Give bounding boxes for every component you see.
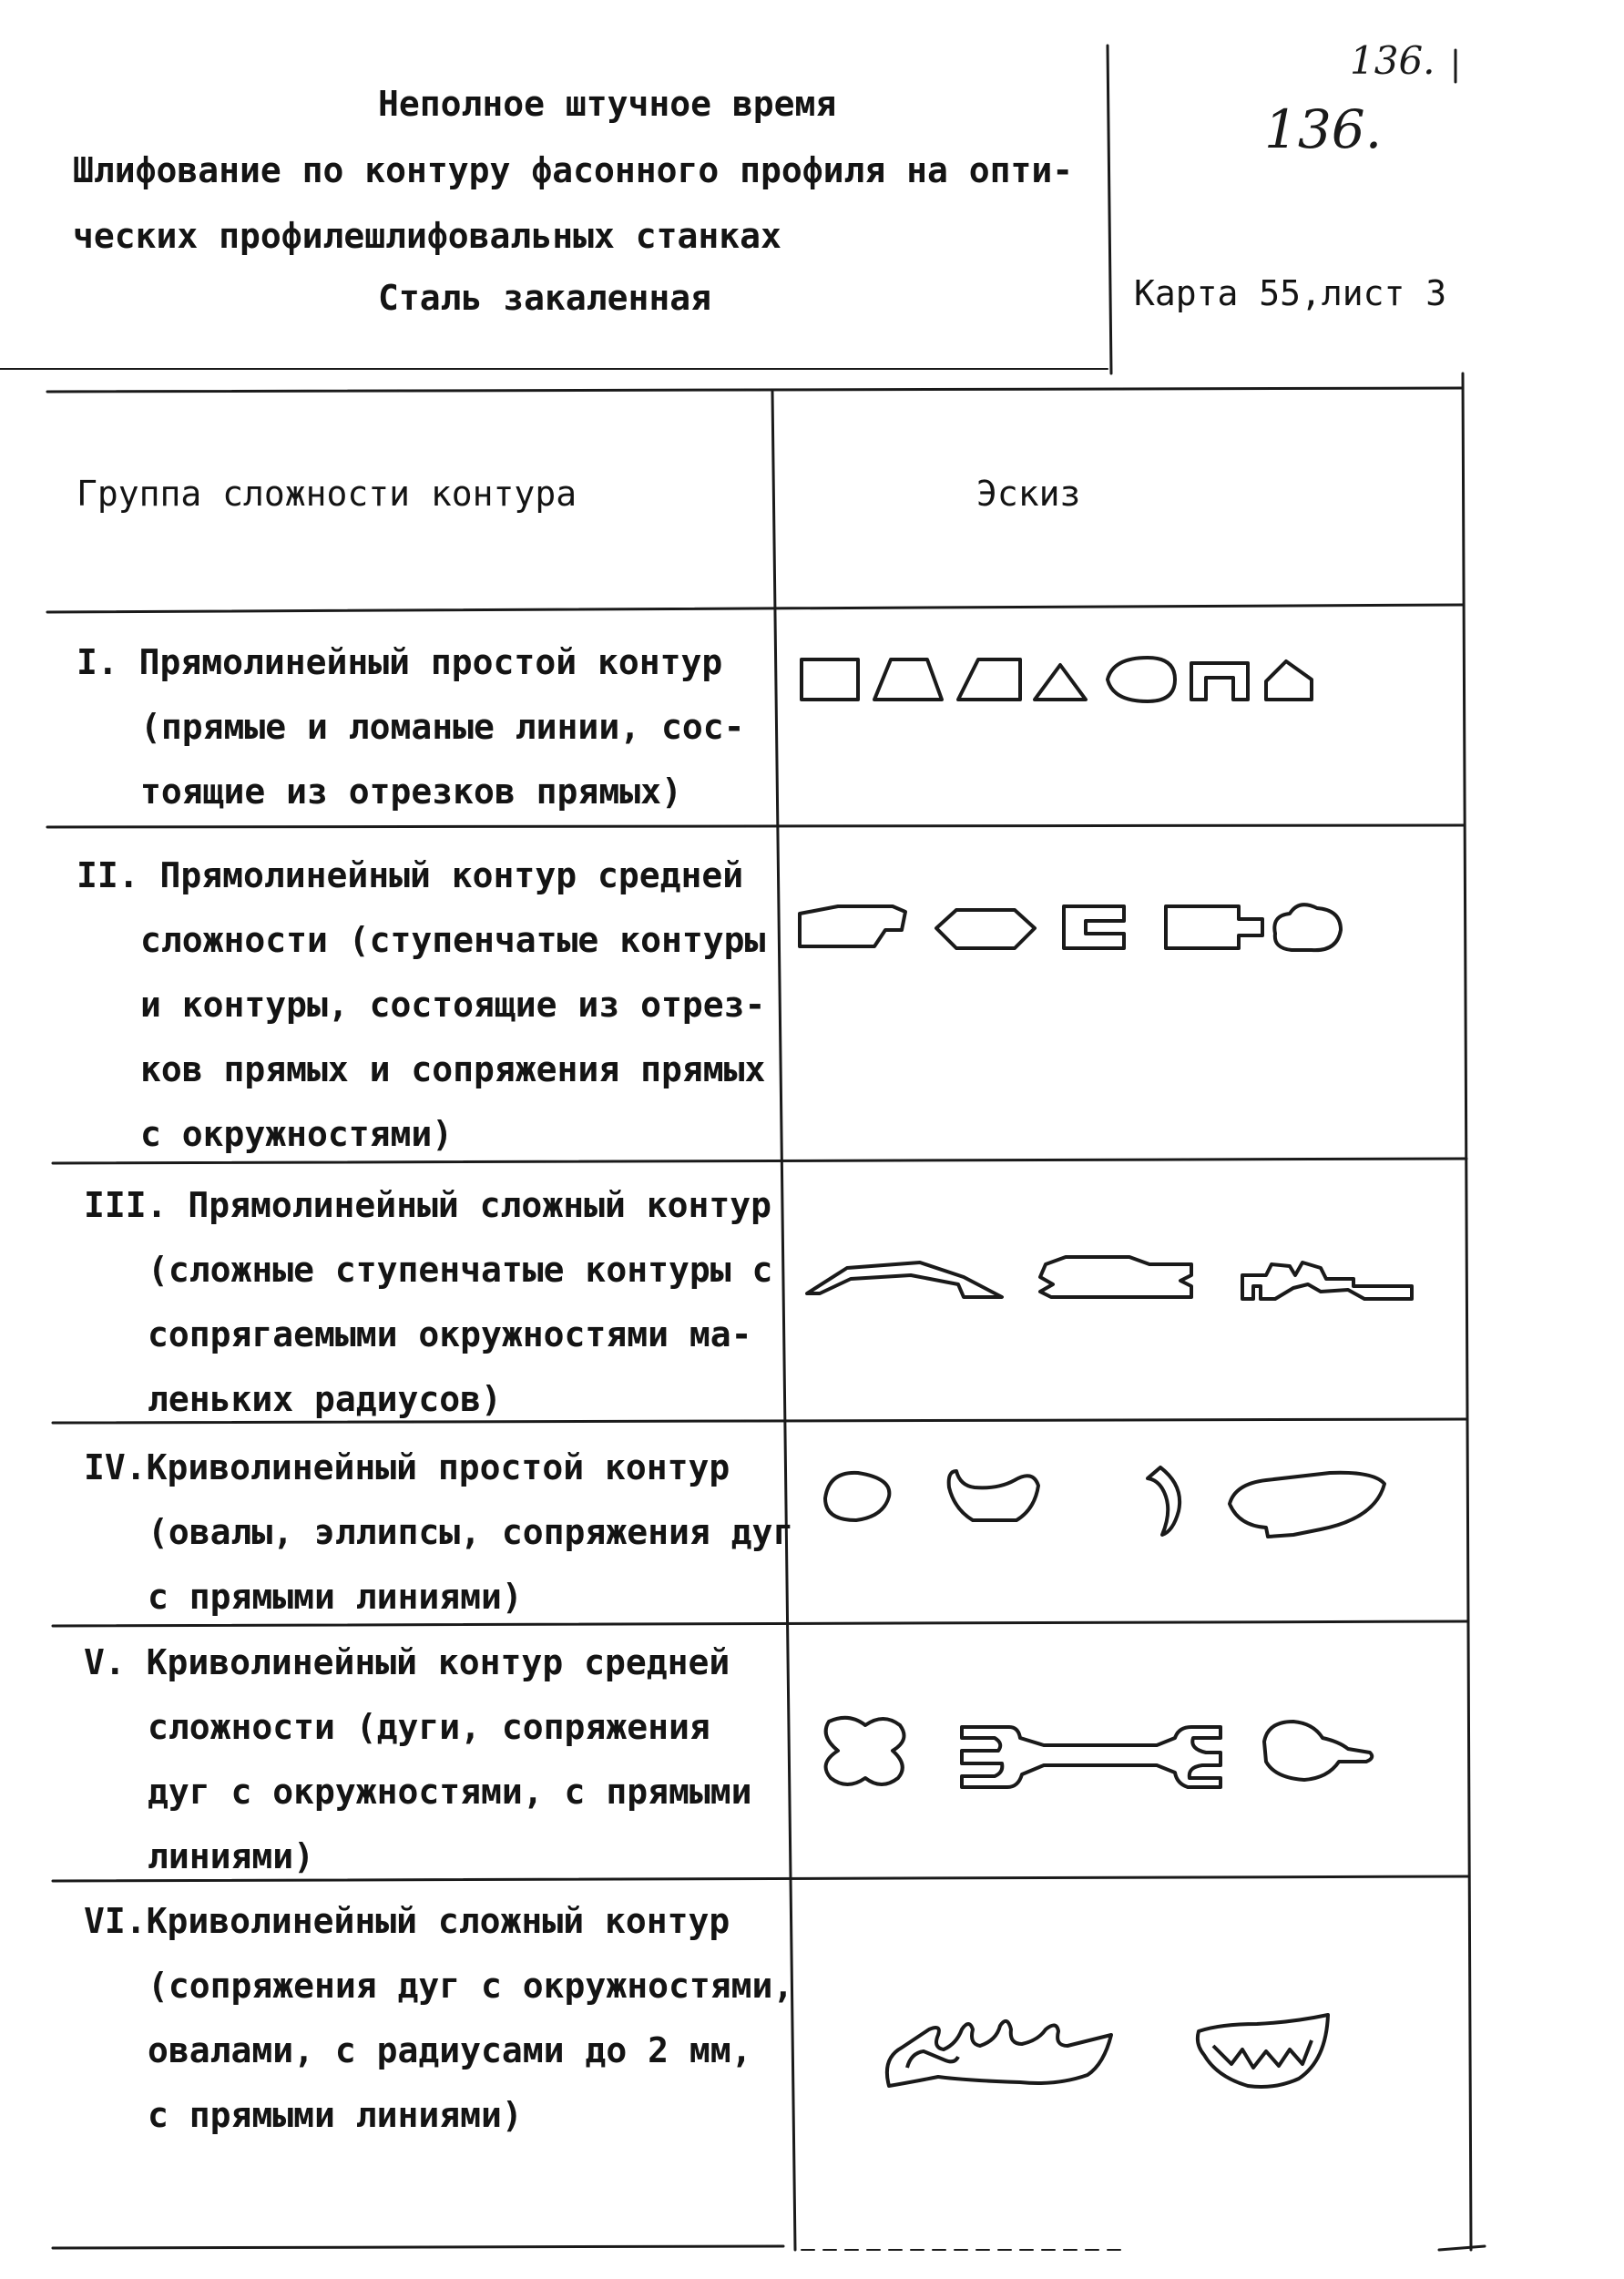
row-2-sketch xyxy=(783,870,1457,979)
card-reference: Карта 55,лист 3 xyxy=(1134,273,1447,313)
row-6-sketch xyxy=(874,1977,1384,2113)
row-3-description xyxy=(84,1173,772,1432)
row-1-line-3: тоящие из отрезков прямых) xyxy=(140,772,682,812)
row-6-line-4: с прямыми линиями) xyxy=(148,2095,523,2135)
row-3-line-1: III. Прямолинейный сложный контур xyxy=(84,1185,771,1225)
row-6-line-1: VI.Криволинейный сложный контур xyxy=(84,1901,730,1941)
row-2-line-3: и контуры, состоящие из отрез- xyxy=(140,985,766,1025)
header-title-line-2: Шлифование по контуру фасонного профиля на опти- xyxy=(73,150,1074,190)
page-number-large: 136. xyxy=(1264,98,1383,160)
row-5-line-2: сложности (дуги, сопряжения xyxy=(148,1707,710,1747)
page-number-small: 136. xyxy=(1350,38,1435,83)
row-3-line-4: леньких радиусов) xyxy=(148,1379,502,1419)
header-title-line-3: ческих профилешлифовальных станках xyxy=(73,216,781,256)
row-4-line-2: (овалы, эллипсы, сопряжения дуг xyxy=(148,1512,794,1552)
row-3-line-3: сопрягаемыми окружностями ма- xyxy=(148,1314,752,1354)
row-2-line-1: II. Прямолинейный контур средней xyxy=(77,855,744,895)
row-1-description xyxy=(77,630,744,824)
row-4-line-1: IV.Криволинейный простой контур xyxy=(84,1447,730,1487)
row-6-line-2: (сопряжения дуг с окружностями, xyxy=(148,1966,794,2006)
row-3-sketch xyxy=(792,1221,1466,1330)
header-title-line-1: Неполное штучное время xyxy=(378,84,837,124)
row-4-sketch xyxy=(802,1444,1457,1571)
row-6-description xyxy=(84,1889,793,2148)
row-6-line-3: овалами, с радиусами до 2 мм, xyxy=(148,2030,752,2070)
row-2-line-5: с окружностями) xyxy=(140,1114,454,1154)
row-1-line-1: I. Прямолинейный простой контур xyxy=(77,642,723,682)
row-1-line-2: (прямые и ломаные линии, сос- xyxy=(140,707,745,747)
row-3-line-2: (сложные ступенчатые контуры с xyxy=(148,1250,773,1290)
row-2-line-2: сложности (ступенчатые контуры xyxy=(140,920,766,960)
row-2-description xyxy=(77,843,765,1167)
row-4-description xyxy=(84,1436,793,1630)
row-1-sketch xyxy=(783,629,1457,738)
header-title-line-4: Сталь закаленная xyxy=(378,278,712,318)
row-5-line-4: линиями) xyxy=(148,1836,315,1876)
row-5-line-3: дуг с окружностями, с прямыми xyxy=(148,1772,752,1812)
row-2-line-4: ков прямых и сопряжения прямых xyxy=(140,1049,766,1089)
row-5-line-1: V. Криволинейный контур средней xyxy=(84,1642,730,1682)
row-5-sketch xyxy=(802,1694,1457,1822)
row-4-line-3: с прямыми линиями) xyxy=(148,1577,523,1617)
row-5-description xyxy=(84,1630,751,1889)
column-header-complexity-group: Группа сложности контура xyxy=(77,474,577,514)
column-header-sketch: Эскиз xyxy=(976,474,1081,514)
